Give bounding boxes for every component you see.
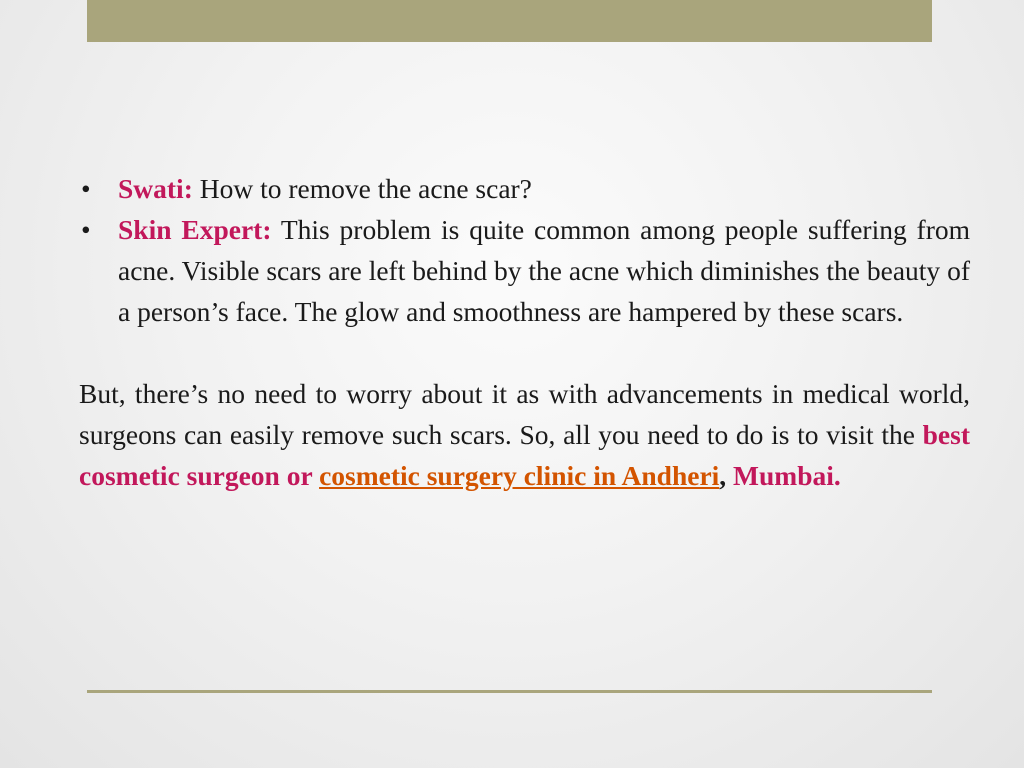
dialogue-text: This problem is quite common among people suffering from acne. Visible scars are left behind by the acne which diminishes the beauty of a person’s face. The glow and smoothness are hampered by these scars. <box>118 214 971 327</box>
list-item <box>79 168 970 209</box>
clinic-link[interactable]: cosmetic surgery clinic in Andheri <box>319 460 720 491</box>
speaker-label: Skin Expert: <box>118 214 272 245</box>
bullet-icon: • <box>81 173 91 204</box>
top-accent-bar <box>87 0 932 42</box>
bottom-divider <box>87 690 932 693</box>
paragraph-text: But, there’s no need to worry about it as with advancements in medical world, surgeons can easily remove such scars. So, all you need to do is to visit the <box>79 378 970 450</box>
bullet-icon: • <box>81 214 91 245</box>
dialogue-list <box>79 168 970 332</box>
list-item <box>79 209 970 332</box>
location-text: Mumbai. <box>733 460 841 491</box>
dialogue-text: How to remove the acne scar? <box>192 173 532 204</box>
highlight-text: best cosmetic surgeon or <box>79 419 970 491</box>
slide-content <box>79 168 970 496</box>
separator-text: , <box>719 460 734 491</box>
body-paragraph <box>79 373 970 496</box>
speaker-label: Swati: <box>118 173 193 204</box>
